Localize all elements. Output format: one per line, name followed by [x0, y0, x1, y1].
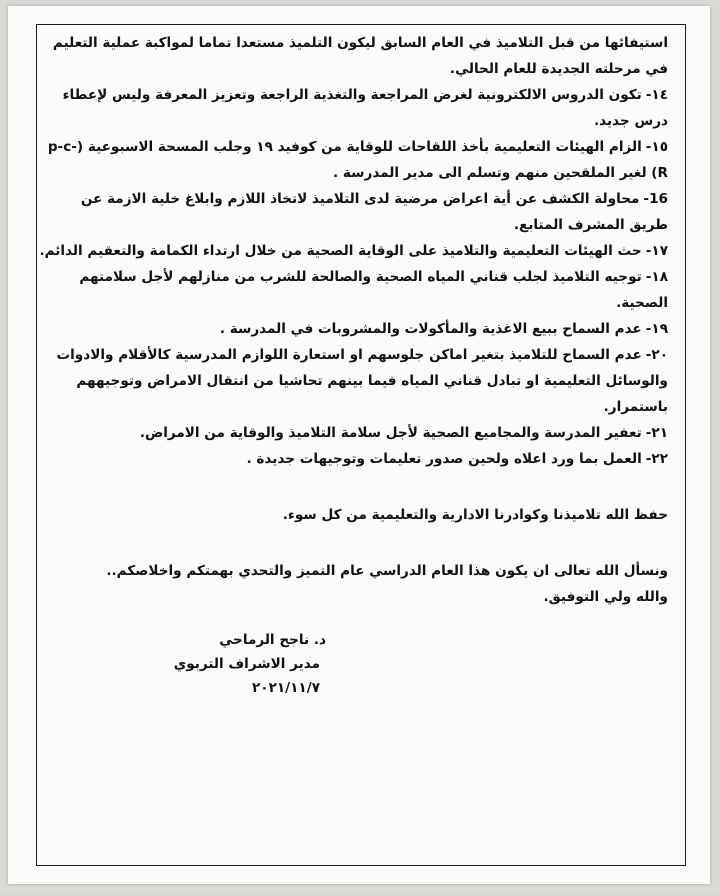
- item-number: 16-: [643, 191, 668, 207]
- item-number: ١٤-: [645, 87, 668, 103]
- document-date: ٢٠٢١/١١/٧: [251, 680, 320, 696]
- item-number: ١٧-: [645, 243, 668, 259]
- signatory-title: مدير الاشراف التربوي: [173, 656, 320, 672]
- intro-paragraph: استيفائها من قبل التلاميذ في العام السابق ليكون التلميذ مستعدا تماما لمواكبة عملية التعليم في مرحلته الجديدة للعام الحالي.: [52, 35, 668, 77]
- list-item-18: [38, 264, 668, 316]
- document-body: [38, 30, 668, 610]
- item-number: ٢٠-: [645, 347, 668, 363]
- item-text: توجيه التلاميذ لجلب قناني المياه الصحية والصالحة للشرب من منازلهم لأجل سلامتهم الصحية.: [79, 269, 668, 311]
- item-text: تعفير المدرسة والمجاميع الصحية لأجل سلامة التلاميذ والوقاية من الامراض.: [139, 425, 642, 441]
- signature-block: [173, 628, 326, 700]
- signatory-name: د. ناجح الرماحي: [219, 632, 326, 648]
- item-text: تكون الدروس الالكترونية لغرض المراجعة والتغذية الراجعة وتعزيز المعرفة وليس لإعطاء درس جديد.: [62, 87, 668, 129]
- item-text: عدم السماح للتلاميذ بتغير اماكن جلوسهم او استعارة اللوازم المدرسية كالأقلام والادوات والوسائل التعليمية او تبادل قناني المياه فيما بينهم تحاشيا من انتقال الامراض وتوجيههم باستمرار.: [56, 347, 668, 415]
- item-text: العمل بما ورد اعلاه ولحين صدور تعليمات وتوجيهات جديدة .: [246, 451, 642, 467]
- closing-tawfiq: والله ولي التوفيق.: [543, 589, 668, 605]
- list-item-19: [38, 316, 668, 342]
- item-text: محاولة الكشف عن أية اعراض مرضية لدى التلاميذ لاتخاذ اللازم وابلاغ خلية الازمة عن طريق المشرف المتابع.: [80, 191, 668, 233]
- item-text: عدم السماح ببيع الاغذية والمأكولات والمشروبات في المدرسة .: [219, 321, 642, 337]
- closing-block: [38, 502, 668, 610]
- list-item-21: [38, 420, 668, 446]
- list-item-15: [38, 134, 668, 186]
- closing-prayer: حفظ الله تلاميذنا وكوادرنا الادارية والتعليمية من كل سوء.: [282, 507, 668, 523]
- item-number: ١٩-: [645, 321, 668, 337]
- item-text: الزام الهيئات التعليمية بأخذ اللقاحات للوقاية من كوفيد ١٩ وجلب المسحة الاسبوعية (p-c-R) لغير الملقحين منهم وتسلم الى مدير المدرسة .: [47, 139, 668, 181]
- item-number: ١٥-: [645, 139, 668, 155]
- item-number: ٢١-: [645, 425, 668, 441]
- item-number: ١٨-: [645, 269, 668, 285]
- closing-wish: ونسأل الله تعالى ان يكون هذا العام الدراسي عام التميز والتحدي بهمتكم واخلاصكم..: [106, 563, 668, 579]
- instruction-list: [38, 82, 668, 472]
- list-item-22: [38, 446, 668, 472]
- list-item-14: [38, 82, 668, 134]
- list-item-16: [38, 186, 668, 238]
- item-number: ٢٢-: [645, 451, 668, 467]
- list-item-20: [38, 342, 668, 420]
- list-item-17: [38, 238, 668, 264]
- item-text: حث الهيئات التعليمية والتلاميذ على الوقاية الصحية من خلال ارتداء الكمامة والتعقيم الدائم.: [39, 243, 642, 259]
